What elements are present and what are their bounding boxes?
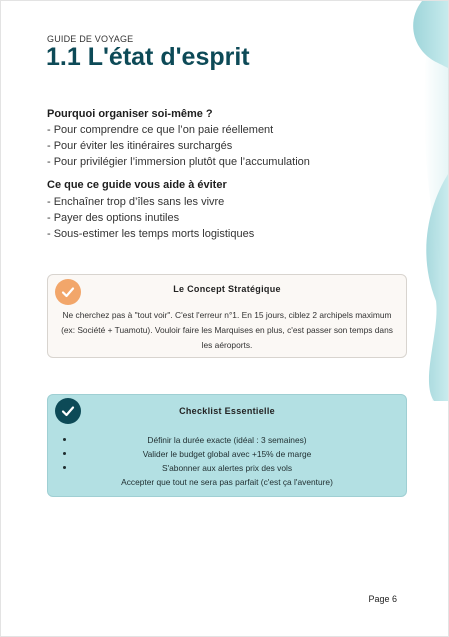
list-item: - Sous-estimer les temps morts logistiques [47,228,255,240]
checklist-card [47,394,407,497]
why-heading: Pourquoi organiser soi-même ? [47,108,213,120]
checklist-item-label: Accepter que tout ne sera pas parfait (c'est ça l'aventure) [121,477,333,487]
list-item [48,447,406,461]
list-item [48,461,406,475]
checklist-items [48,433,406,489]
list-item: - Pour éviter les itinéraires surchargés [47,140,233,152]
list-item [48,475,406,489]
avoid-list [47,194,254,242]
list-item: - Enchaîner trop d’îles sans les vivre [47,196,225,208]
list-item [48,433,406,447]
list-item: - Pour comprendre ce que l’on paie réellement [47,124,274,136]
page-number: Page 6 [368,594,397,604]
avoid-heading: Ce que ce guide vous aide à éviter [47,179,227,191]
document-kicker: GUIDE DE VOYAGE [47,34,134,44]
checklist-item-label: Définir la durée exacte (idéal : 3 semaines) [147,435,307,445]
concept-body: Ne cherchez pas à "tout voir". C'est l'erreur n°1. En 15 jours, ciblez 2 archipels maximum (ex: Société + Tuamotu). Vouloir faire les Marquises en plus, c'est passer son temps dans les aéroports. [61,310,393,350]
checklist-item-label: S'abonner aux alertes prix des vols [161,463,293,473]
list-item: - Pour privilégier l’immersion plutôt que l’accumulation [47,156,310,168]
concept-title: Le Concept Stratégique [173,284,281,294]
bullet-icon [63,438,66,441]
why-list [47,122,310,170]
checklist-item-label: Valider le budget global avec +15% de marge [142,449,312,459]
concept-card [47,274,407,358]
bullet-icon [63,466,66,469]
bullet-icon [63,452,66,455]
checklist-title: Checklist Essentielle [179,406,275,416]
list-item: - Payer des options inutiles [47,212,180,224]
decorative-wave [410,1,449,401]
page-title: 1.1 L'état d'esprit [46,43,250,71]
